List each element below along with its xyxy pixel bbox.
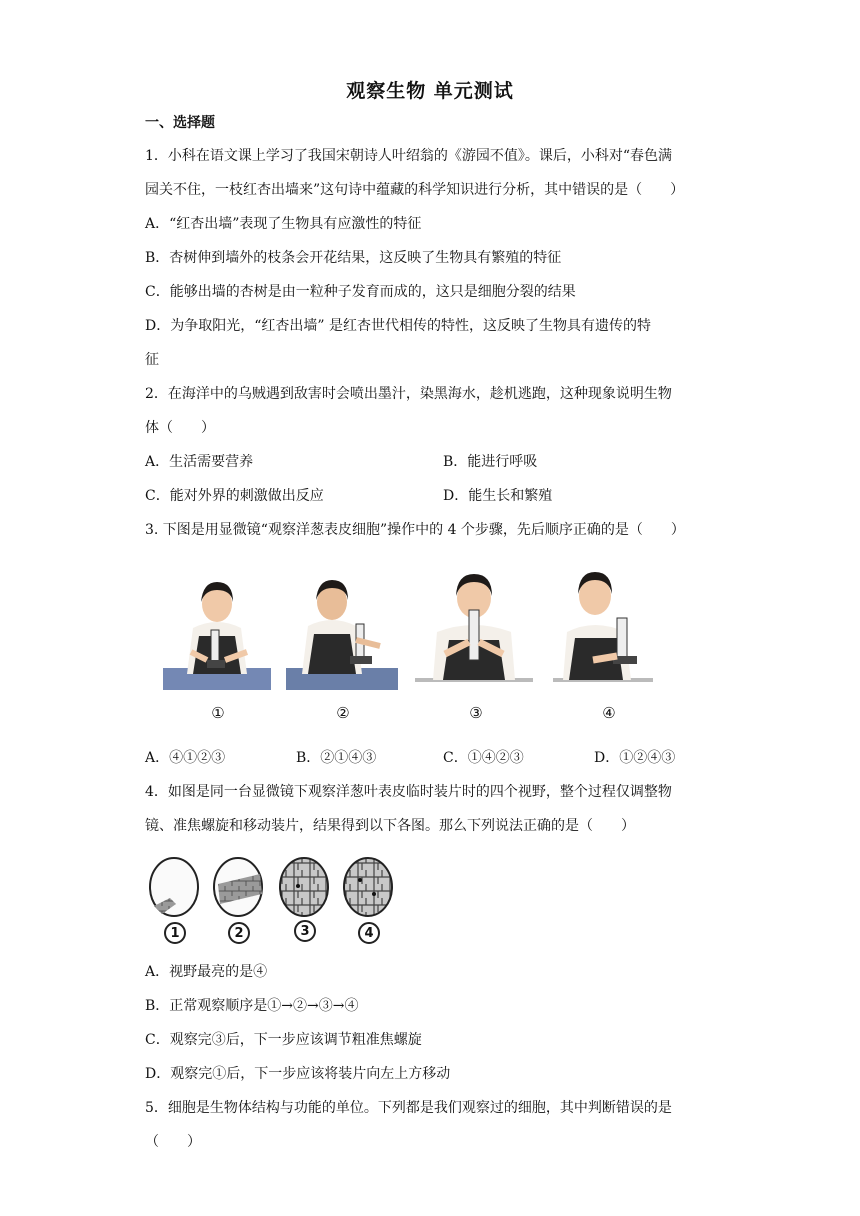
q2-option-c: C．能对外界的刺激做出反应 bbox=[145, 488, 324, 504]
q1-option-d-line2: 征 bbox=[145, 352, 159, 368]
q4-label-4: 4 bbox=[358, 922, 380, 944]
q4-option-a: A．视野最亮的是④ bbox=[145, 964, 268, 980]
document-title: 观察生物 单元测试 bbox=[346, 80, 514, 102]
microscope-photo-1 bbox=[163, 556, 271, 690]
q4-stem-line2: 镜、准焦螺旋和移动装片，结果得到以下各图。那么下列说法正确的是（ ） bbox=[145, 818, 635, 834]
q3-label-4: ④ bbox=[602, 704, 616, 722]
q4-label-2: 2 bbox=[228, 922, 250, 944]
q5-stem-line1: 5．细胞是生物体结构与功能的单位。下列都是我们观察过的细胞，其中判断错误的是 bbox=[145, 1100, 672, 1116]
q2-stem-line1: 2．在海洋中的乌贼遇到敌害时会喷出墨汁，染黑海水，趁机逃跑，这种现象说明生物 bbox=[145, 386, 672, 402]
microscope-photo-4 bbox=[553, 556, 653, 684]
q3-option-a: A．④①②③ bbox=[145, 750, 226, 766]
q2-option-a: A．生活需要营养 bbox=[145, 454, 254, 470]
q3-option-b: B．②①④③ bbox=[296, 750, 377, 766]
q2-option-d: D．能生长和繁殖 bbox=[443, 488, 553, 504]
q4-option-c: C．观察完③后，下一步应该调节粗准焦螺旋 bbox=[145, 1032, 422, 1048]
microscope-photo-2 bbox=[286, 556, 398, 690]
q1-stem-line1: 1．小科在语文课上学习了我国宋朝诗人叶绍翁的《游园不值》。课后，小科对“春色满 bbox=[145, 148, 673, 164]
q1-option-b: B．杏树伸到墙外的枝条会开花结果，这反映了生物具有繁殖的特征 bbox=[145, 250, 562, 266]
q4-label-1: 1 bbox=[164, 922, 186, 944]
q3-label-1: ① bbox=[211, 704, 225, 722]
q3-stem: 3. 下图是用显微镜“观察洋葱表皮细胞”操作中的 4 个步骤，先后顺序正确的是（ ） bbox=[145, 522, 685, 538]
q4-label-3: 3 bbox=[294, 920, 316, 942]
q1-option-d-line1: D．为争取阳光，“红杏出墙” 是红杏世代相传的特性，这反映了生物具有遗传的特 bbox=[145, 318, 651, 334]
q4-stem-line1: 4．如图是同一台显微镜下观察洋葱叶表皮临时装片时的四个视野，整个过程仅调整物 bbox=[145, 784, 672, 800]
microscope-fields-figure bbox=[148, 856, 394, 920]
q1-option-a: A．“红杏出墙”表现了生物具有应激性的特征 bbox=[145, 216, 422, 232]
section-heading: 一、选择题 bbox=[145, 115, 215, 131]
q2-option-b: B．能进行呼吸 bbox=[443, 454, 538, 470]
q4-option-b: B．正常观察顺序是①→②→③→④ bbox=[145, 998, 359, 1014]
q3-label-2: ② bbox=[336, 704, 350, 722]
q3-option-d: D．①②④③ bbox=[594, 750, 676, 766]
q3-label-3: ③ bbox=[469, 704, 483, 722]
q4-option-d: D．观察完①后，下一步应该将装片向左上方移动 bbox=[145, 1066, 451, 1082]
q1-stem-line2: 园关不住，一枝红杏出墙来”这句诗中蕴藏的科学知识进行分析，其中错误的是（ ） bbox=[145, 182, 685, 198]
q1-option-c: C．能够出墙的杏树是由一粒种子发育而成的，这只是细胞分裂的结果 bbox=[145, 284, 576, 300]
q2-stem-line2: 体（ ） bbox=[145, 420, 215, 436]
q3-option-c: C．①④②③ bbox=[443, 750, 524, 766]
q5-stem-line2: （ ） bbox=[145, 1134, 201, 1150]
microscope-photo-3 bbox=[415, 556, 533, 684]
